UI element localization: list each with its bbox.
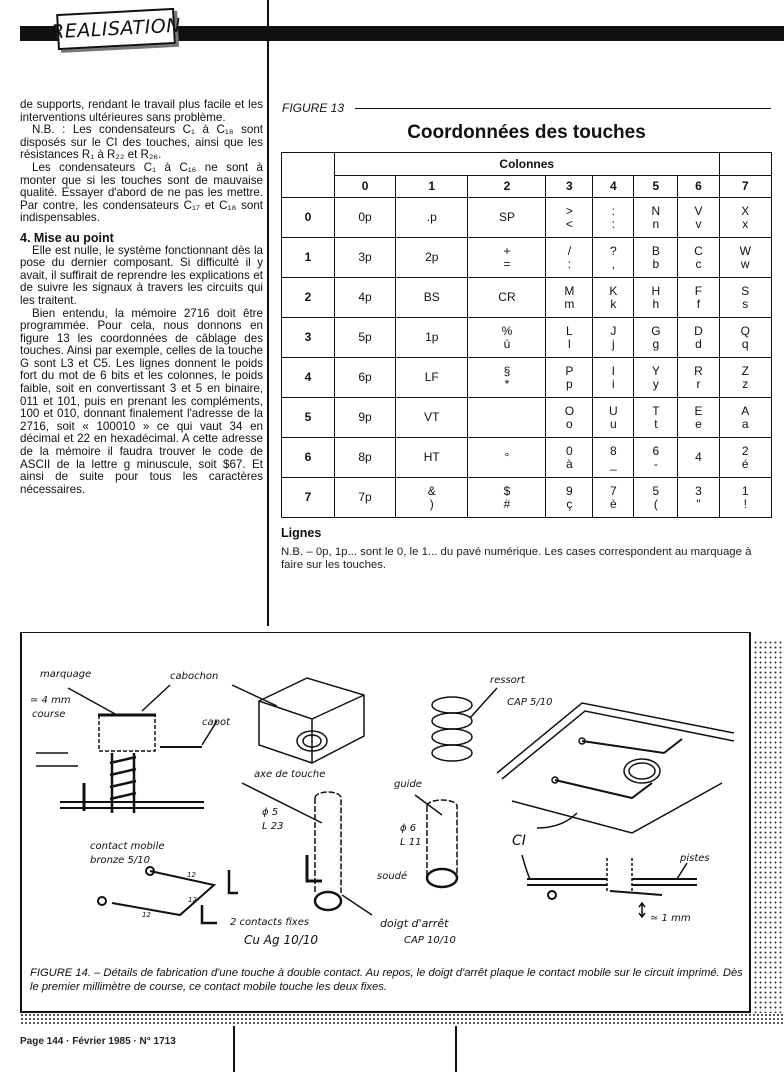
row-header: 4: [282, 358, 335, 398]
column-header: 7: [719, 176, 771, 198]
key-cell: °: [468, 438, 546, 478]
label-dim-12: 12: [187, 871, 196, 879]
key-cell: F f: [678, 278, 719, 318]
label-guide-dim1: ϕ 6: [400, 823, 417, 834]
key-cell: N n: [634, 198, 678, 238]
label-course2: course: [32, 709, 66, 720]
figure-14-drawing: [20, 632, 751, 1013]
guide-tube: [427, 800, 457, 878]
corner-cell: [282, 153, 335, 198]
paragraph: Les condensateurs C₁ à C₁₆ ne sont à monter que si les touches sont de mauvaise qualité. Essayer d'abord de ne pas les mettre. Par contre, les condensateurs C₁₇ et C₁₈ sont indispensables.: [20, 160, 263, 225]
label-gap: ≃ 1 mm: [650, 913, 691, 924]
spring-side-view: [110, 753, 136, 813]
label-dim-12: 12: [188, 896, 197, 904]
column-header: 6: [678, 176, 719, 198]
paragraph: Bien entendu, la mémoire 2716 doit être programmée. Pour cela, nous donnons en figure 13 les coordonnées de câblage des touches. Ainsi par exemple, celles de la touche G sont L3 et C5. Les lignes donnent le poids fort du mot de 6 bits et les colonnes, le poids faible, soit en convertissant 3 et 5 en binaire, 011 et 101, puis en prenant les compléments, 100 et 010, donnant finalement l'adresse de la 2716, soit « 100010 » ce qui vaut 34 en décimal et 22 en hexadécimal. A cette adresse de la mémoire il faudra trouver le code de ASCII de la lettre g minuscule, soit $67. Et ainsi de suite pour tous les caractères nécessaires.: [20, 306, 263, 496]
key-cell: HT: [396, 438, 468, 478]
key-cell: ? ,: [593, 238, 634, 278]
key-cell: 9 ç: [546, 478, 593, 518]
label-guide: guide: [394, 779, 422, 790]
key-cell: 5 (: [634, 478, 678, 518]
label-cabochon: cabochon: [170, 671, 219, 682]
figure-note: N.B. – 0p, 1p... sont le 0, le 1... du pavé numérique. Les cases correspondent au marquage à faire sur les touches.: [281, 546, 752, 571]
paragraph: de supports, rendant le travail plus facile et les interventions ultérieures sans problème.: [20, 98, 263, 124]
label-dim-12: 12: [142, 911, 151, 919]
figure-rule: [355, 108, 771, 109]
label-pistes: pistes: [680, 853, 710, 864]
label-marquage: marquage: [40, 669, 92, 680]
key-cell: 4p: [335, 278, 396, 318]
row-header: 6: [282, 438, 335, 478]
key-cell: M m: [546, 278, 593, 318]
key-cell: % ù: [468, 318, 546, 358]
key-cell: R r: [678, 358, 719, 398]
key-cell: .p: [396, 198, 468, 238]
key-coordinates-table: [281, 152, 772, 518]
table-row: [282, 238, 772, 278]
key-cell: 1 !: [719, 478, 771, 518]
label-ressort: ressort: [490, 675, 525, 686]
key-cell: B b: [634, 238, 678, 278]
key-cell: P p: [546, 358, 593, 398]
key-cell: 9p: [335, 398, 396, 438]
keycap-side-view: [99, 715, 155, 751]
key-cell: 3p: [335, 238, 396, 278]
key-cell: VT: [396, 398, 468, 438]
key-cell: 8p: [335, 438, 396, 478]
key-cell: LF: [396, 358, 468, 398]
label-guide-dim2: L 11: [400, 837, 422, 848]
key-cell: J j: [593, 318, 634, 358]
column-header-spacer: [719, 153, 771, 176]
label-contact-mobile: contact mobile: [90, 841, 165, 852]
column-header: 4: [593, 176, 634, 198]
row-header: 1: [282, 238, 335, 278]
key-cell: H h: [634, 278, 678, 318]
column-divider: [455, 1026, 457, 1072]
row-header: 0: [282, 198, 335, 238]
table-row: [282, 478, 772, 518]
key-construction-diagram: [22, 633, 753, 1014]
label-contacts-spec: Cu Ag 10/10: [244, 933, 319, 947]
key-axis: [315, 792, 341, 893]
key-cell: 0p: [335, 198, 396, 238]
key-cell: 3 ": [678, 478, 719, 518]
key-cell: T t: [634, 398, 678, 438]
column-header: 5: [634, 176, 678, 198]
key-cell: U u: [593, 398, 634, 438]
label-capot: capot: [202, 717, 231, 728]
key-cell: O o: [546, 398, 593, 438]
section-heading: 4. Mise au point: [20, 230, 114, 245]
label-axe-dim2: L 23: [262, 821, 284, 832]
key-cell: Y y: [634, 358, 678, 398]
key-cell: S s: [719, 278, 771, 318]
mobile-contact: [112, 871, 214, 915]
key-cell: § *: [468, 358, 546, 398]
fixed-contacts: [202, 870, 238, 923]
key-cell: L l: [546, 318, 593, 358]
row-header: 3: [282, 318, 335, 358]
key-cell: 7 è: [593, 478, 634, 518]
figure-caption: FIGURE 14. – Détails de fabrication d'une touche à double contact. Au repos, le doigt d'arrêt plaque le contact mobile sur le circuit imprimé. Dès le premier millimètre de course, ce contact mobile touche les deux fixes.: [30, 967, 743, 993]
label-doigt: doigt d'arrêt: [380, 917, 449, 930]
key-cell: E e: [678, 398, 719, 438]
row-header: 7: [282, 478, 335, 518]
figure-title: Coordonnées des touches: [407, 122, 646, 143]
spring-drawing: [432, 697, 472, 761]
label-axe-dim1: ϕ 5: [262, 807, 279, 818]
column-header: 2: [468, 176, 546, 198]
key-cell: D d: [678, 318, 719, 358]
halftone-band: [20, 1013, 784, 1026]
label-soude: soudé: [377, 871, 408, 882]
table-row: [282, 398, 772, 438]
table-row: [282, 278, 772, 318]
table-row: [282, 198, 772, 238]
key-cell: [468, 398, 546, 438]
pcb-section: [522, 855, 697, 917]
key-cell: 2 é: [719, 438, 771, 478]
column-divider: [233, 1026, 235, 1072]
columns-header: Colonnes: [335, 153, 720, 176]
key-cell: K k: [593, 278, 634, 318]
key-cell: Q q: [719, 318, 771, 358]
key-cell: BS: [396, 278, 468, 318]
key-cell: V v: [678, 198, 719, 238]
key-cell: 6p: [335, 358, 396, 398]
label-course: ≃ 4 mm: [30, 695, 71, 706]
label-doigt-spec: CAP 10/10: [404, 935, 456, 946]
key-cell: X x: [719, 198, 771, 238]
key-cell: 4: [678, 438, 719, 478]
key-cell: + =: [468, 238, 546, 278]
column-header: 0: [335, 176, 396, 198]
figure-label: FIGURE 13: [282, 101, 345, 115]
key-cell: SP: [468, 198, 546, 238]
column-header: 1: [396, 176, 468, 198]
label-axe: axe de touche: [254, 769, 326, 780]
key-cell: W w: [719, 238, 771, 278]
page-footer: Page 144 · Février 1985 · N° 1713: [20, 1036, 176, 1047]
key-cell: : :: [593, 198, 634, 238]
table-row: [282, 438, 772, 478]
label-ci: CI: [512, 833, 526, 849]
key-cell: G g: [634, 318, 678, 358]
key-cell: 2p: [396, 238, 468, 278]
key-cell: & ): [396, 478, 468, 518]
key-cell: / :: [546, 238, 593, 278]
key-cell: > <: [546, 198, 593, 238]
section-badge: [50, 8, 182, 50]
key-cell: C c: [678, 238, 719, 278]
table-row: [282, 318, 772, 358]
article-text: [20, 99, 263, 496]
column-header: 3: [546, 176, 593, 198]
section-title: REALISATION: [50, 14, 182, 44]
key-cell: A a: [719, 398, 771, 438]
table-row: [282, 358, 772, 398]
label-contacts-fixes: 2 contacts fixes: [230, 917, 310, 928]
halftone-strip: [753, 640, 784, 1013]
row-header: 5: [282, 398, 335, 438]
column-divider: [267, 0, 269, 626]
key-cell: 7p: [335, 478, 396, 518]
key-cell: 0 à: [546, 438, 593, 478]
label-contact-spec: bronze 5/10: [90, 855, 150, 866]
key-cell: 5p: [335, 318, 396, 358]
key-cell: $ #: [468, 478, 546, 518]
key-cell: 6 -: [634, 438, 678, 478]
rows-label: Lignes: [281, 526, 322, 540]
key-cell: Z z: [719, 358, 771, 398]
row-header: 2: [282, 278, 335, 318]
key-cell: I i: [593, 358, 634, 398]
pcb-assembly: [497, 703, 734, 833]
paragraph: Elle est nulle, le système fonctionnant dès la pose du dernier composant. Si difficulté il y avait, il suffirait de reprendre les explications et de suivre les signaux à travers les circuits qui les traitent.: [20, 243, 263, 307]
key-cell: CR: [468, 278, 546, 318]
key-cell: 8 _: [593, 438, 634, 478]
paragraph: N.B. : Les condensateurs C₁ à C₁₈ sont disposés sur le CI des touches, ainsi que les résistances R₁ à R₂₂ et R₂₆.: [20, 123, 263, 162]
label-ressort-spec: CAP 5/10: [507, 697, 553, 708]
key-cell: 1p: [396, 318, 468, 358]
